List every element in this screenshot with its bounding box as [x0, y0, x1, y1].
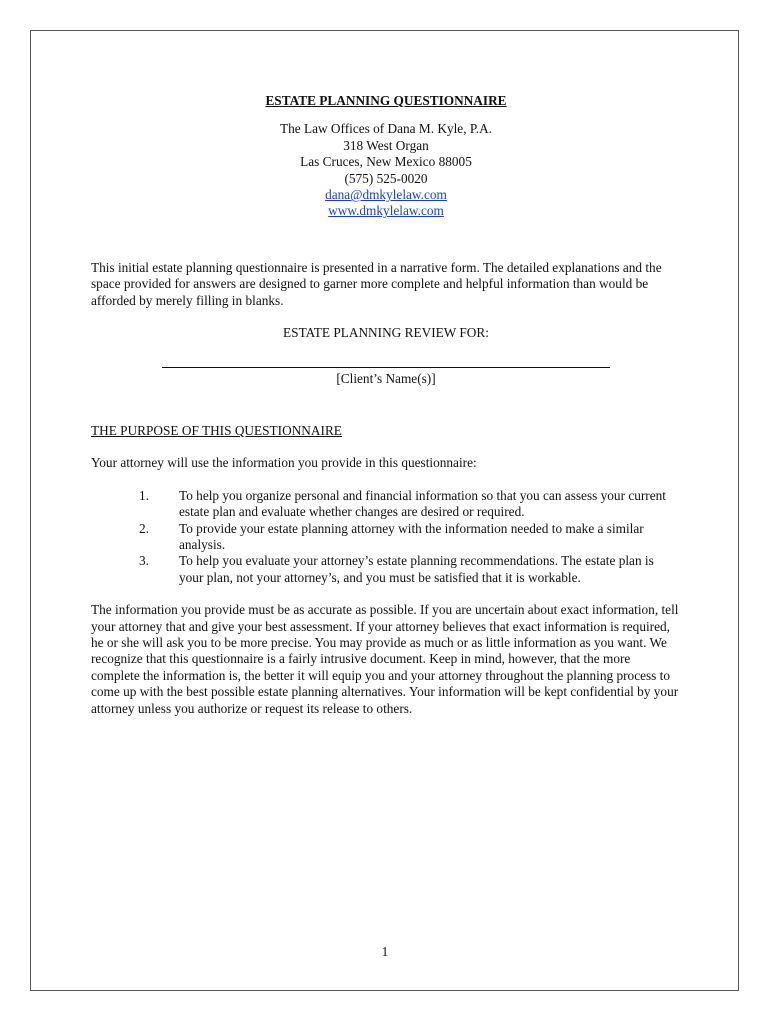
purpose-lead: Your attorney will use the information you provide in this questionnaire: [91, 455, 477, 471]
email-link[interactable]: dana@dmkylelaw.com [325, 187, 447, 203]
list-item-text: To help you organize personal and financial information so that you can assess your current estate plan and evaluate whether changes are desired or required. [179, 487, 666, 520]
city-state-zip: Las Cruces, New Mexico 88005 [300, 154, 472, 170]
page-number: 1 [381, 944, 389, 959]
client-name-line[interactable] [162, 367, 610, 368]
letterhead [91, 121, 681, 219]
document-title: ESTATE PLANNING QUESTIONNAIRE [265, 93, 507, 108]
firm-name: The Law Offices of Dana M. Kyle, P.A. [279, 121, 493, 137]
list-item-number: 1. [139, 487, 149, 503]
review-heading: ESTATE PLANNING REVIEW FOR: [283, 325, 489, 341]
list-item [91, 488, 681, 521]
intro-paragraph: This initial estate planning questionnaire is presented in a narrative form. The detailed explanations and the space provided for answers are designed to garner more complete and helpful information than would be afforded by merely filling in blanks. [91, 259, 662, 308]
purpose-heading: THE PURPOSE OF THIS QUESTIONNAIRE [91, 422, 342, 438]
document-body [91, 93, 681, 717]
list-item [91, 521, 681, 554]
website-link[interactable]: www.dmkylelaw.com [328, 203, 444, 219]
list-item [91, 553, 681, 586]
list-item-number: 3. [139, 553, 149, 569]
client-name-caption: [Client’s Name(s)] [336, 371, 436, 387]
list-item-text: To provide your estate planning attorney with the information needed to make a similar analysis. [179, 520, 644, 552]
list-item-text: To help you evaluate your attorney’s estate planning recommendations. The estate plan is your plan, not your attorney’s, and you must be satisfied that it is workable. [179, 553, 654, 585]
street-address: 318 West Organ [343, 137, 429, 153]
purpose-list [91, 488, 681, 586]
closing-paragraph: The information you provide must be as accurate as possible. If you are uncertain about exact information, tell your attorney that and give your best assessment. If your attorney believes that exact information is required, he or she will ask you to be more precise. You may provide as much or as little information as you want. We recognize that this questionnaire is a fairly intrusive document. Keep in mind, however, that the more complete the information is, the better it will equip you and your attorney throughout the planning process to come up with the best possible estate planning alternatives. Your information will be kept confidential by your attorney unless you authorize or request its release to others. [91, 602, 679, 716]
phone-number: (575) 525-0020 [344, 170, 428, 186]
list-item-number: 2. [139, 520, 149, 536]
